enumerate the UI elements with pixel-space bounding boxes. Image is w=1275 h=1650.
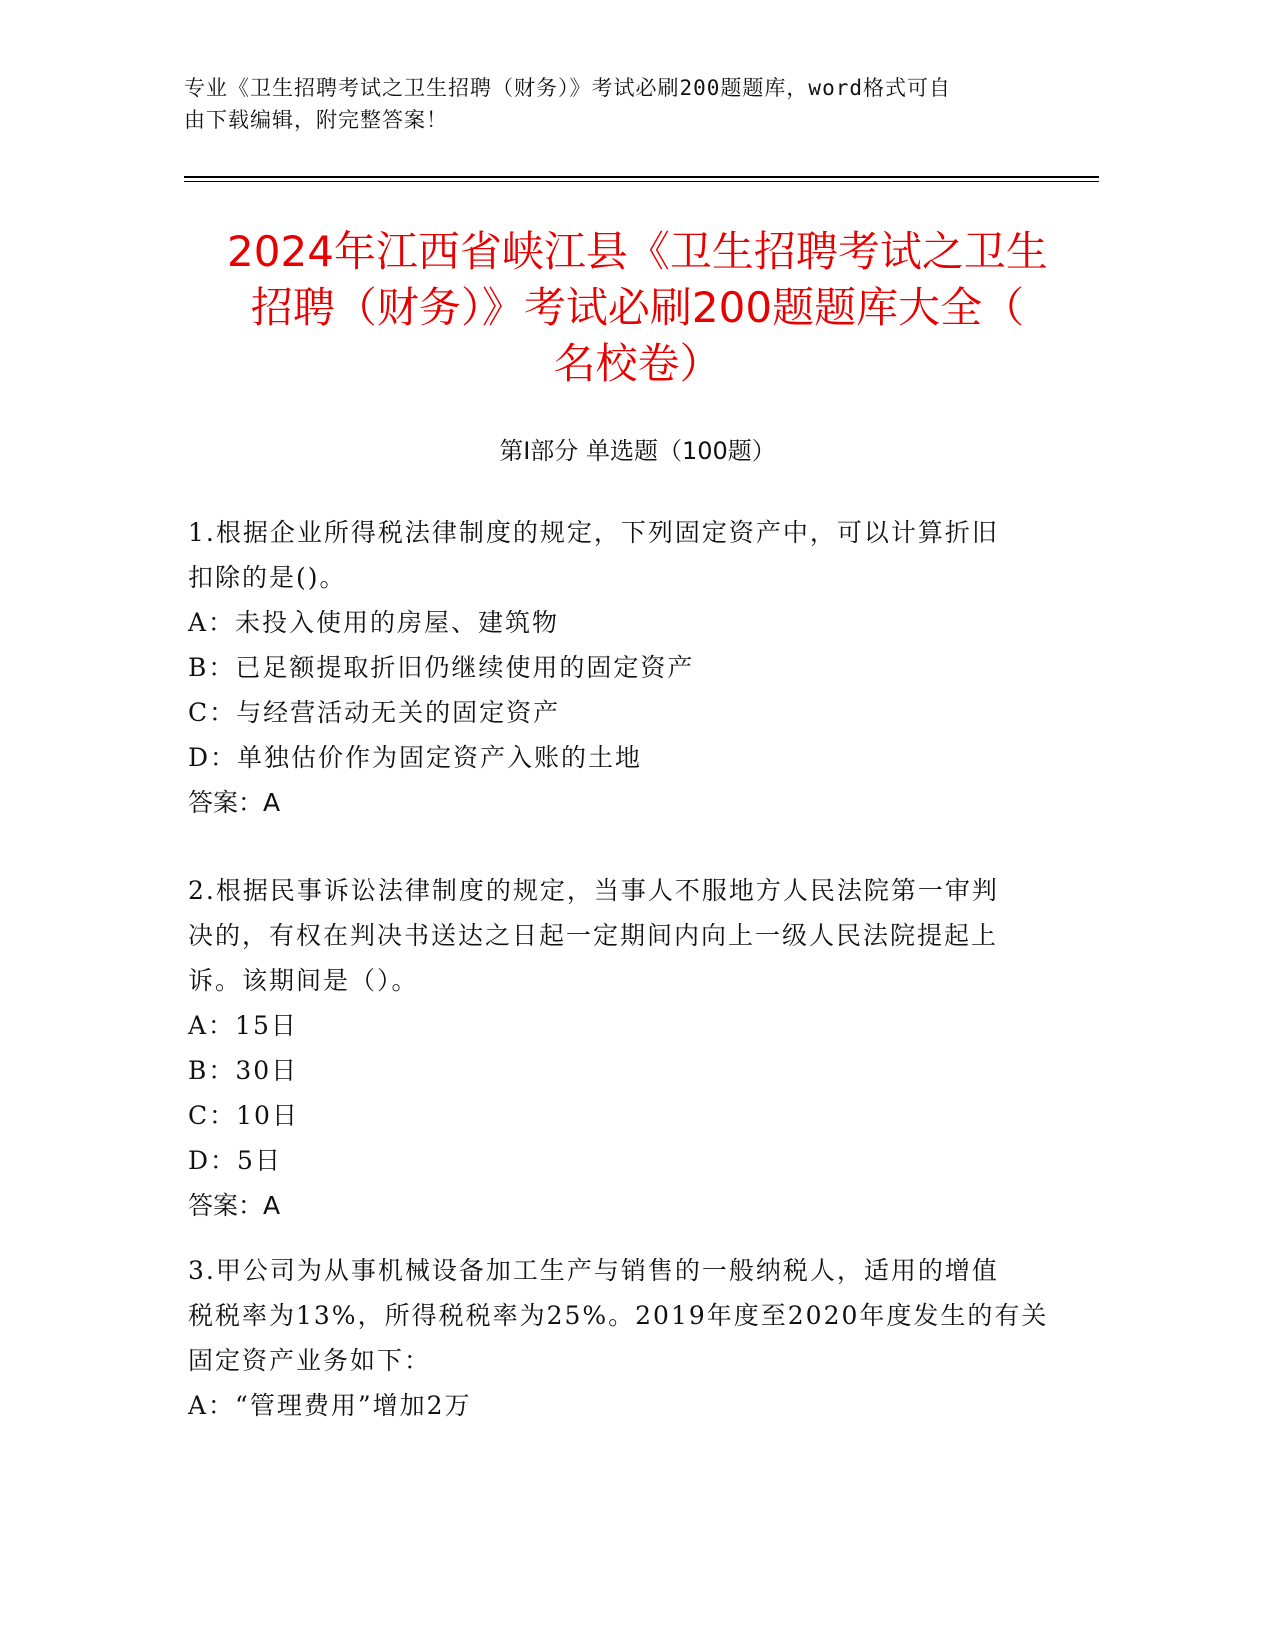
title-line-1: 2024年江西省峡江县《卫生招聘考试之卫生 bbox=[227, 227, 1048, 276]
header-divider-thick bbox=[184, 176, 1099, 178]
header-divider-thin bbox=[184, 181, 1099, 182]
question-stem-line: 固定资产业务如下： bbox=[188, 1346, 432, 1375]
option-b: B：30日 bbox=[188, 1056, 299, 1085]
title-line-3: 名校卷） bbox=[553, 339, 722, 388]
question-3 bbox=[188, 1248, 1068, 1428]
option-a: A：15日 bbox=[188, 1011, 298, 1040]
question-stem-line: 2.根据民事诉讼法律制度的规定，当事人不服地方人民法院第一审判 bbox=[188, 876, 999, 905]
option-c: C：10日 bbox=[188, 1101, 299, 1130]
header-note-line-2: 由下载编辑，附完整答案！ bbox=[184, 108, 448, 132]
header-note-line-1: 专业《卫生招聘考试之卫生招聘（财务）》考试必刷200题题库，word格式可自 bbox=[184, 76, 951, 100]
option-d: D：单独估价作为固定资产入账的土地 bbox=[188, 743, 643, 772]
option-a: A：“管理费用”增加2万 bbox=[188, 1391, 472, 1420]
question-1 bbox=[188, 510, 1068, 825]
option-c: C：与经营活动无关的固定资产 bbox=[188, 698, 561, 727]
title-line-2: 招聘（财务）》考试必刷200题题库大全（ bbox=[250, 283, 1025, 332]
answer: 答案：A bbox=[188, 1191, 281, 1220]
document-title bbox=[160, 224, 1115, 392]
question-stem-line: 诉。该期间是（）。 bbox=[188, 966, 419, 995]
header-note bbox=[184, 72, 1084, 136]
option-b: B：已足额提取折旧仍继续使用的固定资产 bbox=[188, 653, 695, 682]
answer: 答案：A bbox=[188, 788, 281, 817]
question-2 bbox=[188, 868, 1068, 1228]
option-d: D：5日 bbox=[188, 1146, 282, 1175]
section-title: 第Ⅰ部分 单选题（100题） bbox=[499, 437, 776, 465]
question-stem-line: 决的，有权在判决书送达之日起一定期间内向上一级人民法院提起上 bbox=[188, 921, 999, 950]
question-stem-line: 税税率为13%，所得税税率为25%。2019年度至2020年度发生的有关 bbox=[188, 1301, 1049, 1330]
question-stem-line: 扣除的是()。 bbox=[188, 563, 347, 592]
question-stem-line: 3.甲公司为从事机械设备加工生产与销售的一般纳税人，适用的增值 bbox=[188, 1256, 999, 1285]
option-a: A：未投入使用的房屋、建筑物 bbox=[188, 608, 560, 637]
question-stem-line: 1.根据企业所得税法律制度的规定，下列固定资产中，可以计算折旧 bbox=[188, 518, 999, 547]
